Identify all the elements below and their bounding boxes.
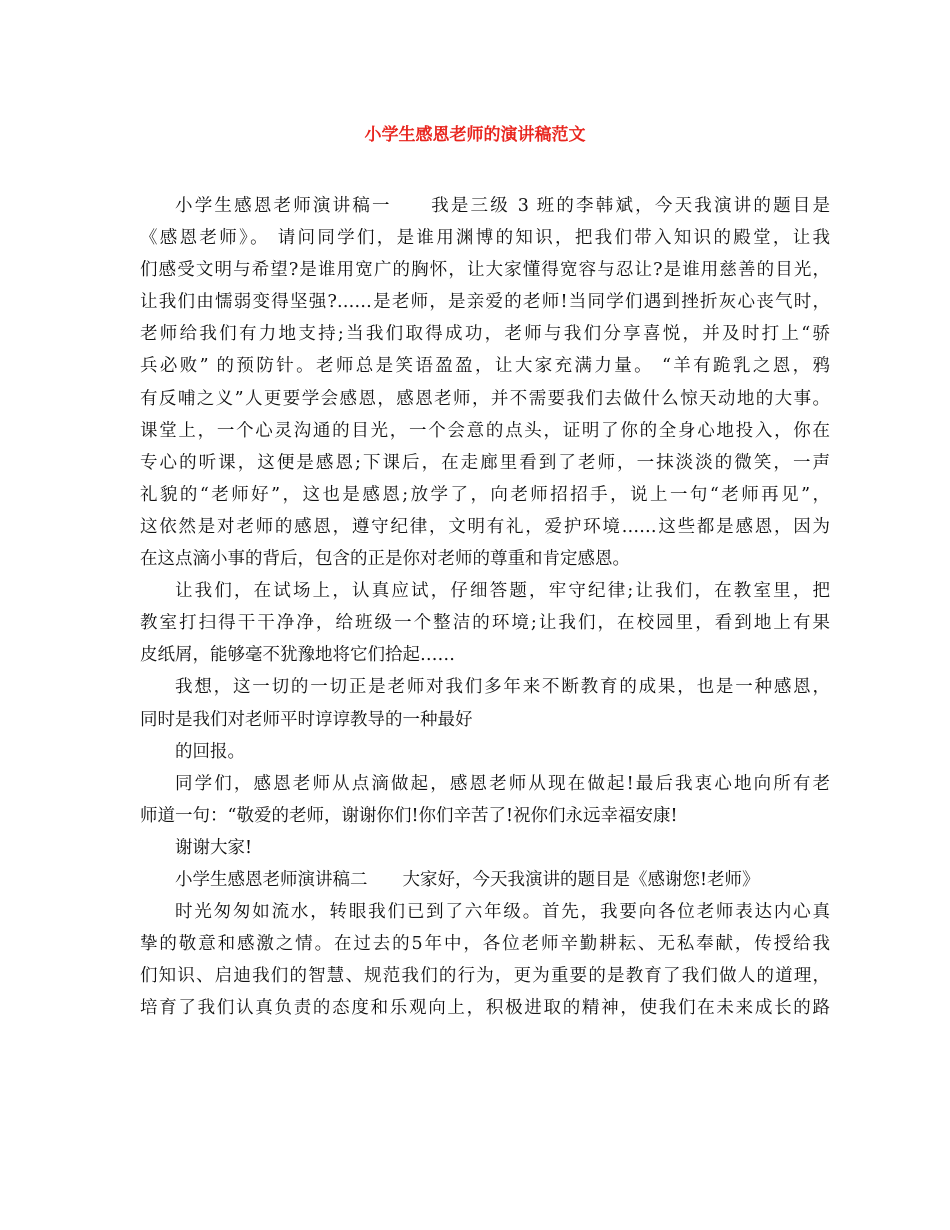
text-line: 课堂上，一个心灵沟通的目光，一个会意的点头，证明了你的全身心地投入，你在 bbox=[140, 420, 830, 441]
text-line: 同时是我们对老师平时谆谆教导的一种最好 bbox=[140, 709, 473, 730]
document-title: 小学生感恩老师的演讲稿范文 bbox=[364, 125, 586, 145]
text-line: 我想，这一切的一切正是老师对我们多年来不断教育的成果，也是一种感恩， bbox=[175, 677, 830, 698]
text-line: 让我们，在试场上，认真应试，仔细答题，牢守纪律;让我们，在教室里，把 bbox=[175, 581, 830, 602]
document-body bbox=[140, 190, 830, 1024]
text-line: 让我们由懦弱变得坚强?……是老师，是亲爱的老师!当同学们遇到挫折灰心丧气时， bbox=[140, 292, 830, 313]
text-line: 兵必败” 的预防针。老师总是笑语盈盈，让大家充满力量。 “羊有跪乳之恩，鸦 bbox=[140, 356, 830, 377]
text-line: 同学们，感恩老师从点滴做起，感恩老师从现在做起!最后我衷心地向所有老 bbox=[175, 773, 830, 794]
text-line: 在这点滴小事的背后，包含的正是你对老师的尊重和肯定感恩。 bbox=[140, 549, 630, 570]
text-line: 有反哺之义”人更要学会感恩，感恩老师，并不需要我们去做什么惊天动地的大事。 bbox=[140, 388, 830, 409]
text-line: 挚的敬意和感激之情。在过去的5年中，各位老师辛勤耕耘、无私奉献，传授给我 bbox=[140, 934, 830, 955]
text-line: 《感恩老师》。 请问同学们，是谁用渊博的知识，把我们带入知识的殿堂，让我 bbox=[140, 228, 830, 249]
text-line: 培育了我们认真负责的态度和乐观向上，积极进取的精神，使我们在未来成长的路 bbox=[140, 998, 830, 1019]
text-line: 礼貌的“老师好”，这也是感恩;放学了，向老师招招手，说上一句“老师再见”， bbox=[140, 484, 830, 505]
text-line: 小学生感恩老师演讲稿二 大家好，今天我演讲的题目是《感谢您!老师》 bbox=[175, 869, 760, 890]
text-line: 这依然是对老师的感恩，遵守纪律，文明有礼，爱护环境……这些都是感恩，因为 bbox=[140, 516, 830, 537]
text-line: 时光匆匆如流水，转眼我们已到了六年级。首先，我要向各位老师表达内心真 bbox=[175, 902, 830, 923]
text-line: 们知识、启迪我们的智慧、规范我们的行为，更为重要的是教育了我们做人的道理， bbox=[140, 966, 830, 987]
text-line: 的回报。 bbox=[175, 741, 245, 762]
text-line: 专心的听课，这便是感恩;下课后，在走廊里看到了老师，一抹淡淡的微笑，一声 bbox=[140, 452, 830, 473]
text-line: 皮纸屑，能够毫不犹豫地将它们拾起…… bbox=[140, 645, 455, 666]
text-line: 谢谢大家! bbox=[175, 837, 253, 858]
text-line: 小学生感恩老师演讲稿一 我是三级 3 班的李韩斌，今天我演讲的题目是 bbox=[175, 196, 830, 216]
text-line: 老师给我们有力地支持;当我们取得成功，老师与我们分享喜悦，并及时打上“骄 bbox=[140, 324, 830, 345]
text-line: 师道一句：“敬爱的老师，谢谢你们!你们辛苦了!祝你们永远幸福安康! bbox=[140, 805, 678, 826]
text-line: 们感受文明与希望?是谁用宽广的胸怀，让大家懂得宽容与忍让?是谁用慈善的目光， bbox=[140, 260, 830, 281]
text-line: 教室打扫得干干净净，给班级一个整洁的环境;让我们，在校园里，看到地上有果 bbox=[140, 613, 830, 634]
